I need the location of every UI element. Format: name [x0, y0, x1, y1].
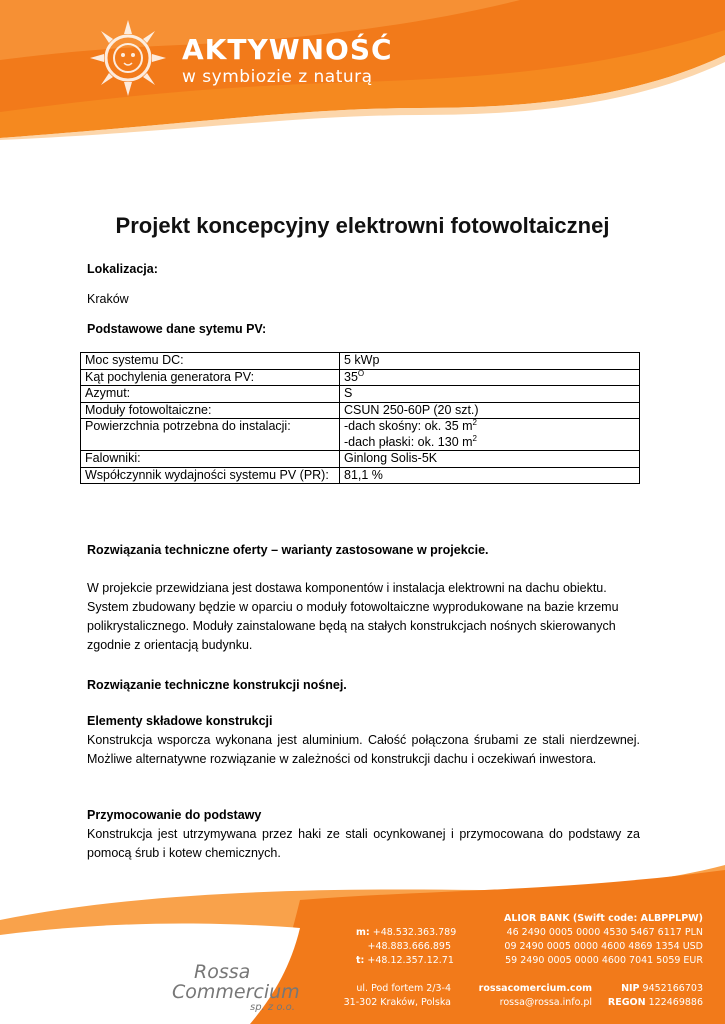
brand-block: [182, 34, 393, 88]
table-row: [81, 419, 640, 451]
spec-value: [340, 369, 640, 386]
company-name-line-3: sp. z o.o.: [250, 1002, 295, 1013]
table-row: [81, 386, 640, 403]
address-line-2: 31-302 Kraków, Polska: [343, 997, 451, 1008]
construction-heading: Rozwiązanie techniczne konstrukcji nośnej.: [87, 678, 347, 692]
spec-key: Powierzchnia potrzebna do instalacji:: [81, 419, 340, 451]
spec-value: 5 kWp: [340, 353, 640, 370]
account-eur: 59 2490 0005 0000 4600 7041 5059 EUR: [505, 955, 703, 966]
phone-mobile-2: +48.883.666.895: [367, 941, 451, 952]
header-banner: [0, 0, 725, 140]
mounting-paragraph: Konstrukcja jest utrzymywana przez haki ze stali ocynkowanej i przymocowana do podstawy za pomocą śrub i kotew chemicznych.: [87, 827, 640, 860]
account-pln: 46 2490 0005 0000 4530 5467 6117 PLN: [506, 927, 703, 938]
company-logo: [172, 962, 300, 1014]
spec-value: CSUN 250-60P (20 szt.): [340, 402, 640, 419]
table-row: [81, 451, 640, 468]
spec-value: 81,1 %: [340, 467, 640, 484]
spec-key: Współczynnik wydajności systemu PV (PR):: [81, 467, 340, 484]
account-usd: 09 2490 0005 0000 4600 4869 1354 USD: [504, 941, 703, 952]
company-name-line-2: Commercium: [172, 981, 300, 1003]
spec-value: S: [340, 386, 640, 403]
email-link[interactable]: rossa@rossa.info.pl: [499, 997, 592, 1008]
area-sloped: -dach skośny: ok. 35 m: [344, 419, 473, 433]
spec-key: Moduły fotowoltaiczne:: [81, 402, 340, 419]
lion-sun-logo: [88, 18, 168, 98]
mounting-heading: Przymocowanie do podstawy: [87, 808, 262, 822]
location-value: Kraków: [87, 292, 129, 306]
area-superscript: 2: [472, 433, 477, 443]
specs-table: [80, 352, 640, 484]
spec-key: Moc systemu DC:: [81, 353, 340, 370]
solutions-paragraph: [87, 579, 619, 655]
spec-value: [340, 419, 640, 451]
tilt-value: 35: [344, 369, 358, 384]
spec-value: Ginlong Solis-5K: [340, 451, 640, 468]
table-row: [81, 353, 640, 370]
basic-data-label: Podstawowe dane sytemu PV:: [87, 322, 267, 336]
elements-heading: Elementy składowe konstrukcji: [87, 714, 273, 728]
brand-subtitle: w symbiozie z naturą: [182, 67, 373, 87]
location-label: Lokalizacja:: [87, 262, 158, 276]
area-superscript: 2: [472, 418, 477, 427]
degree-superscript: O: [357, 368, 365, 378]
spec-key: Falowniki:: [81, 451, 340, 468]
phone-landline: t: +48.12.357.12.71: [356, 955, 454, 966]
paragraph-line: System zbudowany będzie w oparciu o moduły fotowoltaiczne wyprodukowane na bazie krzemu: [87, 600, 619, 614]
website-link[interactable]: rossacomercium.com: [478, 983, 592, 994]
solutions-heading: Rozwiązania techniczne oferty – warianty zastosowane w projekcie.: [87, 543, 489, 557]
table-row: [81, 369, 640, 386]
paragraph-line: zgodnie z orientacją budynku.: [87, 638, 253, 652]
regon-number: REGON 122469886: [607, 997, 703, 1008]
spec-key: Kąt pochylenia generatora PV:: [81, 369, 340, 386]
table-row: [81, 402, 640, 419]
company-name-line-1: Rossa: [194, 961, 251, 983]
address-line-1: ul. Pod fortem 2/3-4: [356, 983, 451, 994]
phone-mobile-1: m: +48.532.363.789: [356, 927, 457, 938]
bank-title: ALIOR BANK (Swift code: ALBPPLPW): [504, 913, 703, 924]
spec-key: Azymut:: [81, 386, 340, 403]
nip-number: NIP 9452166703: [621, 983, 703, 994]
brand-title: AKTYWNOŚĆ: [182, 33, 393, 66]
table-row: [81, 467, 640, 484]
area-flat: -dach płaski: ok. 130 m: [344, 434, 473, 449]
paragraph-line: W projekcie przewidziana jest dostawa komponentów i instalacja elektrowni na dachu obiektu.: [87, 581, 607, 595]
document-title: Projekt koncepcyjny elektrowni fotowoltaicznej: [115, 213, 610, 238]
paragraph-line: polikrystalicznego. Moduły zainstalowane będą na stałych konstrukcjach nośnych skierowanych: [87, 619, 616, 633]
elements-paragraph: Konstrukcja wsporcza wykonana jest aluminium. Całość połączona śrubami ze stali nierdzewnej. Możliwe alternatywne rozwiązanie w zależności od konstrukcji dachu i oczekiwań inwestora.: [87, 733, 640, 766]
